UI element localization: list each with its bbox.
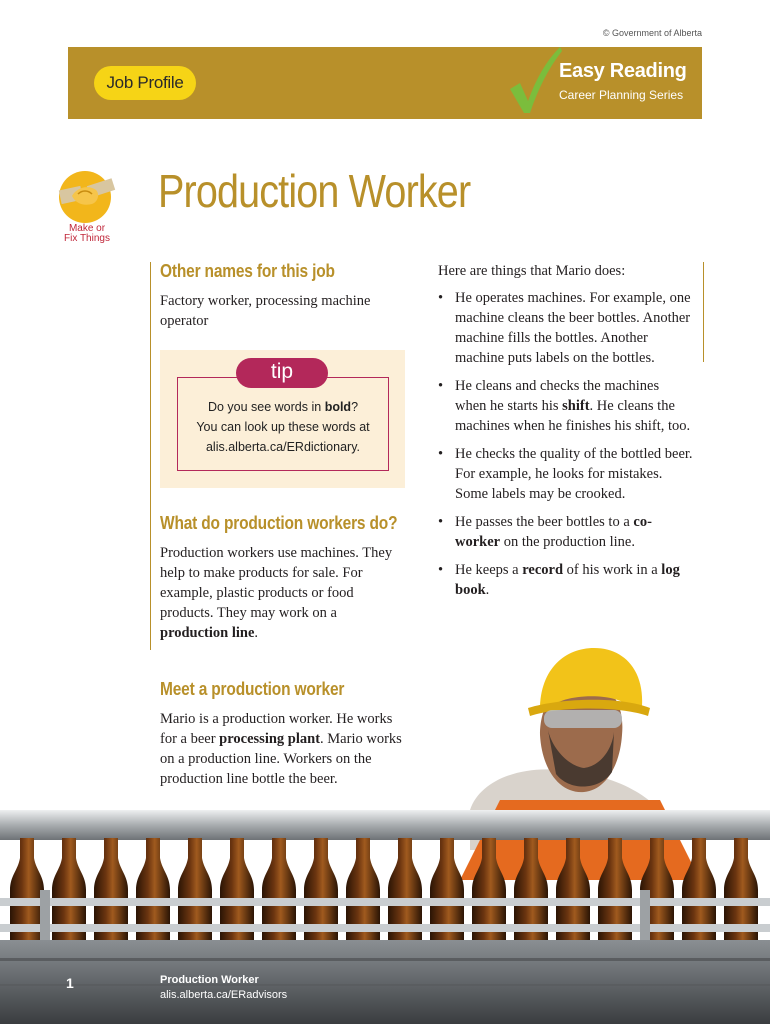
tip-text: Do you see words in bold? You can look up these words at alis.alberta.ca/ERdictionary. [177, 397, 389, 457]
footer-title: Production Worker [160, 974, 259, 986]
tip-box [160, 350, 405, 488]
footer-url[interactable]: alis.alberta.ca/ERadvisors [160, 989, 288, 1001]
page-title: Production Worker [158, 165, 471, 217]
list-item: • He keeps a record of his work in a log book. [438, 560, 694, 600]
list-item: • He passes the beer bottles to a co-worker on the production line. [438, 512, 694, 552]
right-column-rule [703, 262, 704, 362]
what-do-text: Production workers use machines. They help to make products for sale. For example, plastic products or food products. They may work on a production line. [160, 545, 393, 641]
copyright-notice: © Government of Alberta [602, 28, 702, 38]
header-banner [68, 47, 702, 119]
list-item: • He cleans and checks the machines when he starts his shift. He cleans the machines when he finishes his shift, too. [438, 376, 694, 436]
dictionary-link[interactable]: alis.alberta.ca/ERdictionary. [205, 440, 360, 454]
left-column-rule [150, 262, 151, 650]
checkmark-icon [502, 43, 562, 115]
tip-badge: tip [236, 358, 328, 388]
mario-tasks-list [438, 288, 694, 608]
other-names-text: Factory worker, processing machine operator [160, 293, 371, 329]
series-title: Easy Reading [559, 60, 687, 82]
list-item: • He operates machines. For example, one machine cleans the beer bottles. Another machine fills the bottles. Another machine puts labels on the bottles. [438, 288, 694, 368]
mario-intro: Here are things that Mario does: [438, 263, 626, 279]
list-item: • He checks the quality of the bottled beer. For example, he looks for mistakes. Some labels may be crooked. [438, 444, 694, 504]
meet-heading: Meet a production worker [160, 679, 345, 699]
meet-text: Mario is a production worker. He works for a beer processing plant. Mario works on a production line. Workers on the production line bottle the beer. [160, 711, 402, 787]
page-number: 1 [66, 975, 74, 991]
hand-wrench-icon [58, 168, 116, 226]
other-names-heading: Other names for this job [160, 261, 335, 281]
production-line-photo [0, 640, 770, 1024]
job-profile-badge: Job Profile [94, 66, 196, 100]
category-label: Make or Fix Things [64, 223, 110, 244]
what-do-heading: What do production workers do? [160, 513, 398, 533]
series-subtitle: Career Planning Series [559, 88, 684, 102]
